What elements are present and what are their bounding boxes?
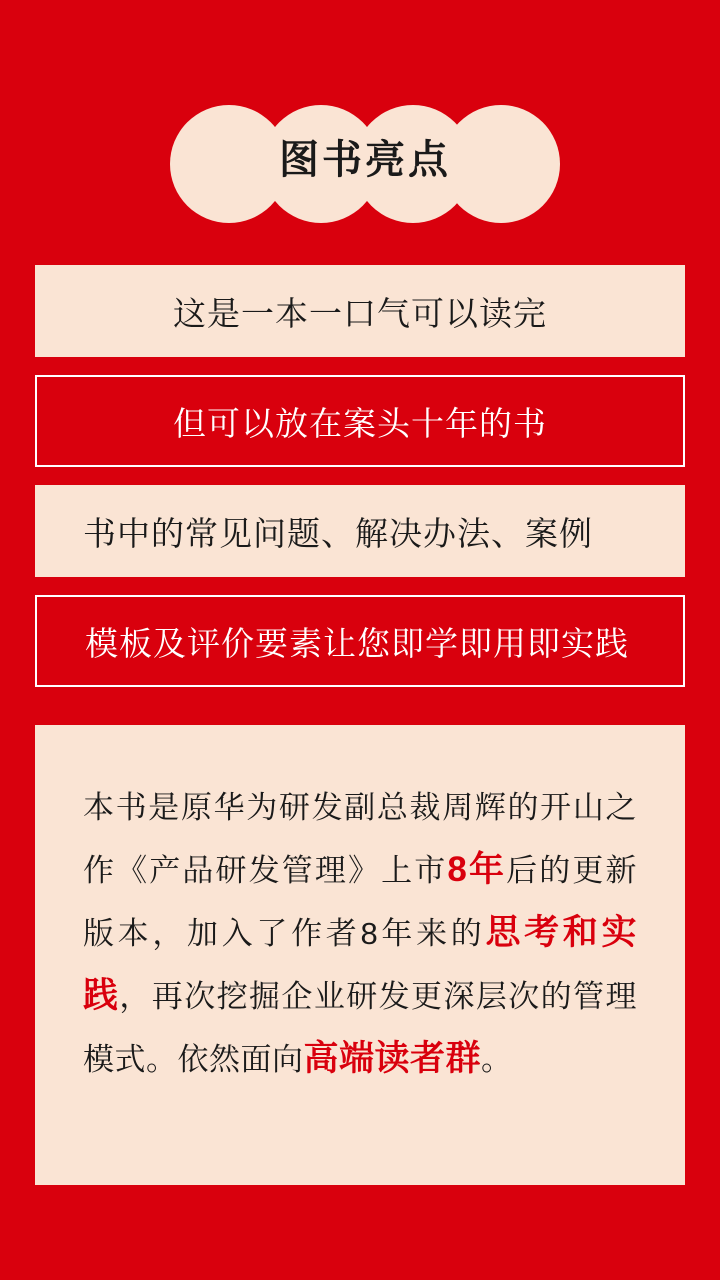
description-part-1: 本书是原华为研发副总裁周辉的开山之作《产品研发管理》上市 <box>83 790 637 888</box>
header-banner <box>0 0 720 230</box>
description-part-3: ，再次挖掘企业研发更深层次的管理模式。依然面向 <box>83 979 637 1077</box>
highlight-item-1 <box>35 265 685 357</box>
description-part-4: 。 <box>481 1042 513 1077</box>
highlight-item-4 <box>35 595 685 687</box>
highlight-label: 但可以放在案头十年的书 <box>173 404 547 442</box>
description-emphasis-2: 思考和实践 <box>83 913 637 1015</box>
description-text <box>83 777 637 1091</box>
description-panel <box>35 725 685 1185</box>
page-title: 图书亮点 <box>279 138 451 182</box>
highlight-label: 这是一本一口气可以读完 <box>173 294 547 332</box>
description-part-2: 后的更新版本，加入了作者8年来的 <box>83 853 638 951</box>
highlight-item-2 <box>35 375 685 467</box>
description-emphasis-3: 高端读者群 <box>303 1039 482 1078</box>
highlight-label: 模板及评价要素让您即学即用即实践 <box>85 624 629 662</box>
highlight-list <box>0 230 720 687</box>
highlight-label: 书中的常见问题、解决办法、案例 <box>83 514 593 552</box>
highlight-item-3 <box>35 485 685 577</box>
description-emphasis-1: 8年 <box>447 850 507 889</box>
